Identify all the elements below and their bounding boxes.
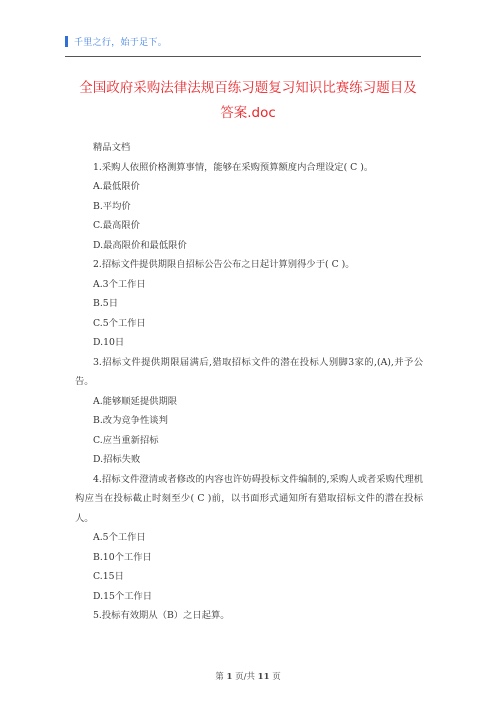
page-footer [0, 670, 496, 682]
footer-suffix: 页 [272, 672, 281, 682]
answer-option: C.5个工作日 [93, 317, 146, 329]
answer-option: A.5个工作日 [93, 532, 146, 543]
header-accent-bar [65, 36, 68, 47]
footer-current-page: 1 [226, 672, 233, 682]
question-text: 1.采购人依照价格测算事情，能够在采购预算额度内合理设定( C )。 [93, 161, 374, 173]
answer-option: A.能够顺延提供期限 [93, 395, 178, 407]
question-text: 5.投标有效期从（B）之日起算。 [93, 610, 230, 621]
document-title-line-1: 全国政府采购法律法规百练习题复习知识比赛练习题目及 [79, 80, 417, 96]
document-body [75, 138, 423, 626]
answer-option: A.最低限价 [93, 181, 140, 192]
footer-prefix: 第 [215, 672, 224, 682]
answer-option: C.15日 [93, 571, 124, 582]
footer-total-pages: 11 [257, 672, 270, 682]
question-text: 4.招标文件澄清或者修改的内容也许妨碍投标文件编制的,采购人或者采购代理机构应当在投标截止时刻至少( C )前，以书面形式通知所有猎取招标文件的潜在投标人。 [75, 473, 423, 524]
question-text: 3.招标文件提供期限届满后,猎取招标文件的潜在投标人别脚3家的,(A),并予公告。 [75, 356, 423, 387]
answer-option: D.15个工作日 [93, 590, 153, 602]
answer-option: B.10个工作日 [93, 551, 152, 563]
answer-option: B.平均价 [93, 200, 131, 212]
answer-option: D.最高限价和最低限价 [93, 239, 187, 251]
document-title-line-2: 答案.doc [220, 105, 276, 121]
question-text: 2.招标文件提供期限自招标公告公布之日起计算别得少于( C )。 [93, 259, 355, 270]
footer-middle: 页/共 [235, 672, 255, 682]
answer-option: B.改为竞争性谈判 [93, 415, 168, 426]
answer-option: D.10日 [93, 337, 125, 348]
answer-option: C.应当重新招标 [93, 434, 159, 446]
answer-option: B.5日 [93, 298, 118, 309]
paragraph: 精品文档 [93, 142, 131, 153]
document-title [60, 76, 436, 126]
answer-option: C.最高限价 [93, 220, 140, 231]
header-divider [65, 56, 421, 57]
answer-option: A.3个工作日 [93, 278, 146, 290]
header-tagline: 千里之行，始于足下。 [74, 38, 168, 48]
answer-option: D.招标失败 [93, 454, 141, 465]
